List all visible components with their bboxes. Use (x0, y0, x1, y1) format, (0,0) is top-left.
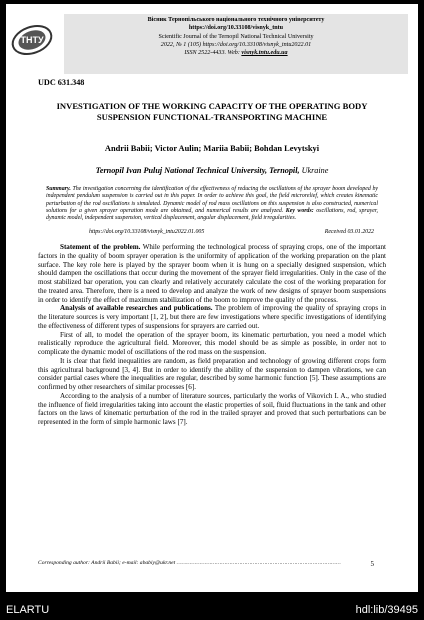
udc-code: UDC 631.348 (38, 78, 85, 87)
authors: Andrii Babii; Victor Aulin; Mariia Babii; Bohdan Levytskyi (104, 144, 320, 153)
journal-doi[interactable]: https://doi.org/10.33108/visnyk_tntu (188, 25, 284, 31)
journal-header (64, 14, 408, 74)
keywords-label: Key words: (285, 207, 314, 214)
corresponding-author: Corresponding author: Andrii Babii; e-mail: ababiy@ukr.net ……………………………………………………………………………………… (38, 560, 341, 566)
paper-title: INVESTIGATION OF THE WORKING CAPACITY OF THE OPERATING BODY SUSPENSION FUNCTIONAL-TRANSPORTING MACHINE (56, 101, 368, 122)
paragraph-analysis (38, 304, 386, 330)
affiliation-university: Ternopil Ivan Puluj National Technical University, Ternopil, (95, 166, 300, 175)
journal-issue: 2022, № 1 (105) https://doi.org/10.33108/visnyk_tntu2022.01 (160, 42, 312, 48)
repository-label: ELARTU (6, 604, 50, 616)
analysis-heading: Analysis of available researches and publications. (60, 304, 213, 313)
paragraph-problem (38, 243, 386, 304)
analysis-text: The problem of improving the quality of spraying crops in the literature sources is very important [1, 2], but there are few investigations where specific investigations of identifying the effectiveness of different types of suspensions for sprayers are carried out. (38, 304, 386, 330)
handle-id: hdl:lib/39495 (355, 604, 418, 616)
problem-text: While performing the technological process of spraying crops, one of the important factors in the quality of boom sprayer operation is the uniformity of application of the working preparation on the plant surface. The key role here is played by the sprayer boom when it is hung on a specially designed suspension, which should dampen the oscillations that occur during the movement of the sprayer field irregularities. Only in the case of the most stabilized bar operation, you can clearly and relatively accurately calculate the cost of the working preparation for the treated area. Therefore, there is a need to develop and analyze the work of new designs of sprayer boom suspensions in order to identify the effect of maximum stabilization of the boom to improve the quality of the process. (38, 243, 386, 304)
article-doi[interactable]: https://doi.org/10.33108/visnyk_tntu2022.01.005 (89, 229, 205, 235)
summary-text: The investigation concerning the identification of the effectiveness of reducing the oscillations of the sprayer boom developed by independent pendulum suspension is carried out in this paper. In order to achieve this goal, the field microrelief, which creates kinematic perturbation of the rod oscillations is simulated. Dynamic model of rod mass oscillations on this suspension is also constructed, numerical solutions for a given sprayer operation mode are obtained, and numerical results are analyzed. (46, 186, 378, 214)
paragraph-inequalities: It is clear that field inequalities are random, as field preparation and technology of growing different crops form this agricultural background [3, 4]. But in order to identify the ability of the suspension to dampen vibrations, we can consider partial cases where the inequalities are regular, described by some harmonic function [5]. These assumptions are confirmed by other researchers of similar processes [6]. (38, 356, 386, 391)
page-number: 5 (370, 560, 374, 568)
affiliation-country: Ukraine (299, 166, 329, 175)
logo-text: ТНТУ (20, 35, 44, 45)
paragraph-model: First of all, to model the operation of the sprayer boom, its kinematic perturbation, you need a model which realistically reproduce the agricultural field. Moreover, this model should be as simple as possible, in order not to complicate the dynamic model of oscillations of the rod mass on the suspension. (38, 330, 386, 356)
paper-page (6, 4, 418, 592)
journal-web-link[interactable]: visnyk.tntu.edu.ua (241, 50, 288, 56)
issn-prefix: ISSN 2522-4433. Web: (184, 50, 242, 56)
abstract (46, 186, 378, 222)
paragraph-literature: According to the analysis of a number of literature sources, particularly the works of Vikovich I. A., who studied the influence of field irregularities taking into account the elastic properties of soil, fluid fluctuations in the tank and other factors on the laws of kinematic perturbation of the rod in the trailed sprayer and proved that such perturbations can be represented in the form of simple harmonic laws [7]. (38, 391, 386, 426)
problem-heading: Statement of the problem. (60, 243, 141, 251)
summary-label: Summary. (46, 186, 71, 192)
journal-issn (64, 50, 408, 58)
journal-title-en: Scientific Journal of the Ternopil National Technical University (158, 34, 314, 40)
tntu-logo (10, 18, 54, 62)
article-body (38, 243, 386, 427)
keywords-text: oscillations, rod, sprayer, dynamic model, independent suspension, vertical displacement, angular displacement, field irregularities. (46, 207, 378, 222)
journal-title-ua: Вісник Тернопільського національного технічного університету (147, 17, 325, 23)
received-date: Received 03.01.2022 (324, 229, 374, 235)
affiliation (6, 166, 418, 175)
